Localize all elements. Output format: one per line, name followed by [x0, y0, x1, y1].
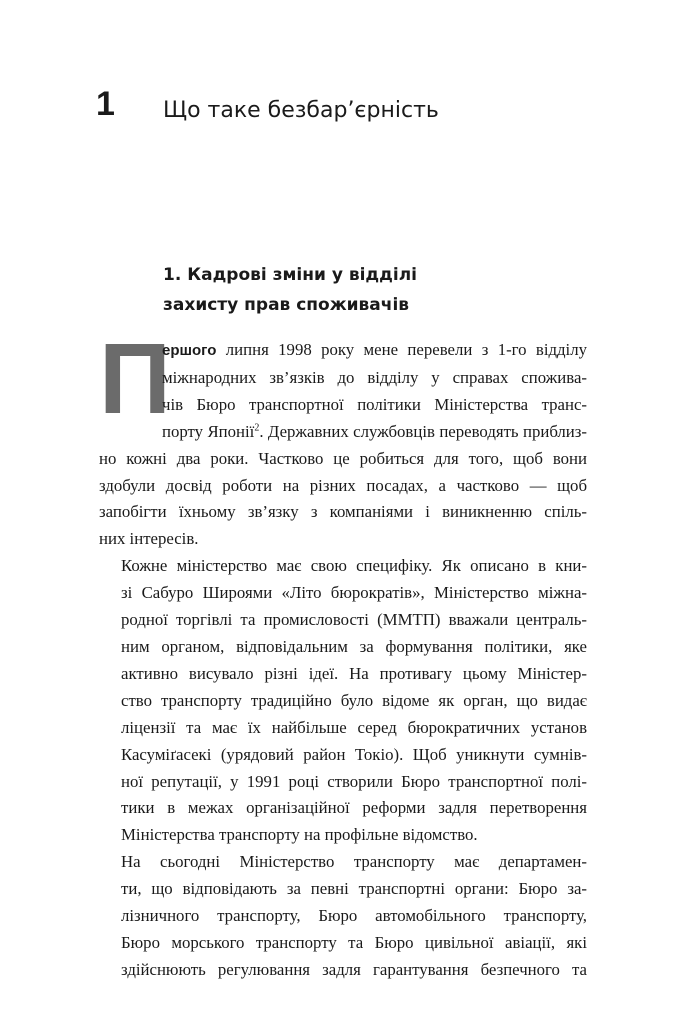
paragraph-3-line: здійснюють регулювання задля гарантування безпечного та — [121, 959, 587, 979]
paragraph-1-line-1 — [99, 337, 587, 365]
paragraph-1-line-1-rest: липня 1998 року мене перевели з 1-го відділу — [216, 340, 587, 359]
paragraph-1-line-6: здобули досвід роботи на різних посадах, а частково — щоб — [99, 475, 587, 495]
paragraph-3-line: Бюро морського транспорту та Бюро цивільної авіації, які — [121, 932, 587, 952]
paragraph-1-line-2: міжнародних зв’язків до відділу у справах спожива- — [162, 367, 587, 387]
paragraph-3-line: ти, що відповідають за певні транспортні органи: Бюро за- — [121, 879, 587, 899]
paragraph-1-line-8: них інтересів. — [99, 529, 199, 549]
paragraph-2-line: тики в межах організаційної реформи задля перетворення — [121, 798, 587, 818]
paragraph-1-line-4-b: . Державних службовців переводять приблиз- — [259, 421, 588, 441]
paragraph-2-line: Касуміґасекі (урядовий район Токіо). Щоб уникнути сумнів- — [121, 744, 587, 764]
lead-in: ершого — [162, 342, 217, 359]
paragraph-1 — [99, 323, 588, 553]
paragraph-2-line: ство транспорту традиційно було відоме як орган, що видає — [121, 690, 587, 710]
chapter-title: Що таке безбар’єрність — [163, 98, 439, 123]
paragraph-3-line: лізничного транспорту, Бюро автомобільного транспорту, — [121, 906, 587, 926]
paragraph-2-line: Кожне міністерство має свою специфіку. Як описано в кни- — [121, 556, 587, 576]
paragraph-1-line-4 — [99, 419, 587, 446]
paragraph-3-line: На сьогодні Міністерство транспорту має департамен- — [121, 852, 587, 872]
footnote-ref: 2 — [254, 422, 260, 434]
paragraph-1-line-5: но кожні два роки. Частково це робиться для того, щоб вони — [99, 448, 587, 468]
paragraph-1-line-4-a: порту Японії — [162, 421, 255, 441]
paragraph-2-line: зі Сабуро Широями «Літо бюрократів», Міністерство міжна- — [121, 583, 587, 603]
paragraph-2-line: ліцензії та має їх найбільше серед бюрократичних установ — [121, 717, 587, 737]
section-heading-line-1: 1. Кадрові зміни у відділі — [163, 265, 417, 285]
body-text — [99, 323, 588, 984]
section-heading-line-2: захисту прав споживачів — [163, 295, 410, 315]
paragraph-1-line-7: запобігти їхньому зв’язку з компаніями і виникненню спіль- — [99, 502, 587, 522]
paragraph-2-line: ної репутації, у 1991 році створили Бюро транспортної полі- — [121, 771, 587, 791]
section-heading — [163, 260, 583, 320]
paragraph-2-line: родної торгівлі та промисловості (ММТП) вважали централь- — [121, 610, 587, 630]
drop-cap: П — [99, 323, 171, 435]
chapter-number: 1 — [96, 85, 115, 123]
paragraph-2 — [99, 553, 587, 849]
paragraph-2-line: Міністерства транспорту на профільне відомство. — [121, 825, 478, 845]
paragraph-1-line-3: чів Бюро транспортної політики Міністерства транс- — [162, 394, 587, 414]
paragraph-2-line: активно висувало різні ідеї. На противагу цьому Міністер- — [121, 663, 587, 683]
paragraph-2-line: ним органом, відповідальним за формування політики, яке — [121, 636, 587, 656]
paragraph-3 — [99, 849, 587, 984]
